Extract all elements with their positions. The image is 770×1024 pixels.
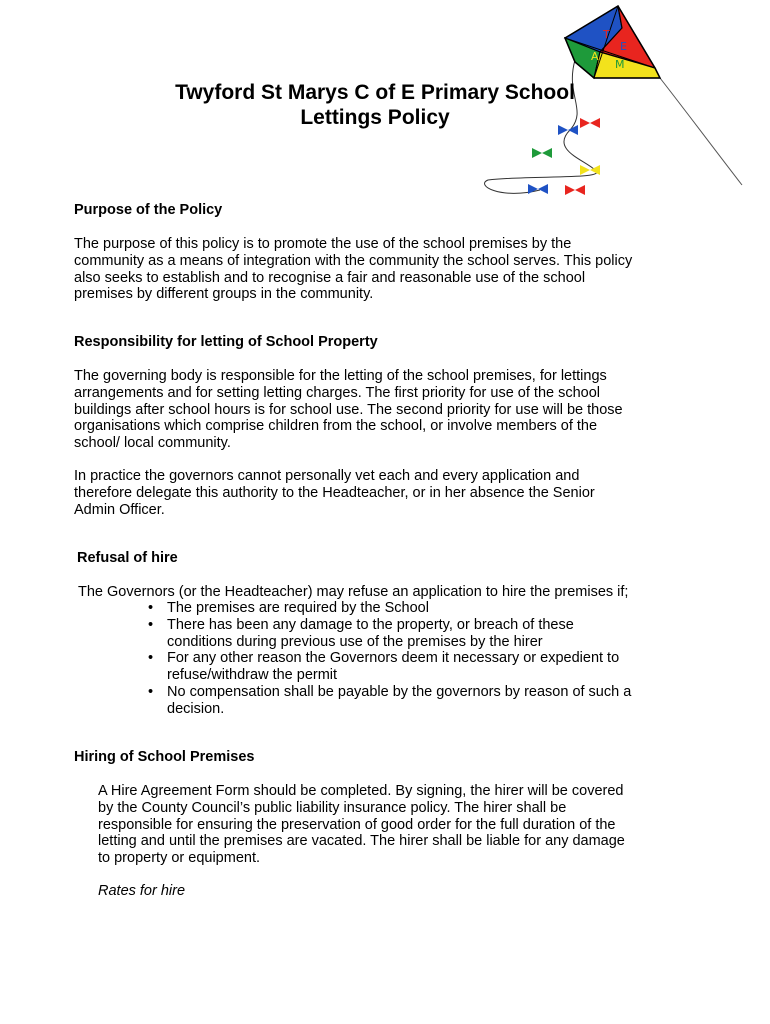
- text-line: organisations which comprise children from the school, or involve members of the: [74, 418, 598, 435]
- text-line: to property or equipment.: [98, 850, 261, 867]
- list-item-text: • For any other reason the Governors deem it necessary or expedient to: [167, 650, 620, 667]
- paragraph-purpose: [74, 236, 632, 303]
- text-line: The purpose of this policy is to promote the use of the school premises by the: [74, 236, 572, 252]
- heading-hiring: Hiring of School Premises: [74, 749, 255, 765]
- paragraph-hiring: [98, 783, 625, 867]
- text-line: also seeks to establish and to recognise a fair and reasonable use of the school: [74, 269, 586, 286]
- text-line: The Governors (or the Headteacher) may refuse an application to hire the premises if;: [78, 584, 629, 600]
- list-item-text: conditions during previous use of the premises by the hirer: [167, 633, 543, 650]
- kite-letter-m: M: [615, 58, 625, 71]
- list-item-text: • No compensation shall be payable by the governors by reason of such a: [167, 683, 632, 700]
- text-line: A Hire Agreement Form should be completed. By signing, the hirer will be covered: [98, 783, 624, 799]
- kite-letter-t: T: [603, 28, 610, 41]
- list-item-text: • There has been any damage to the property, or breach of these: [167, 616, 574, 633]
- paragraph-refusal-intro: [78, 584, 628, 601]
- bow-red-2: [565, 185, 585, 195]
- text-line: therefore delegate this authority to the Headteacher, or in her absence the Senior: [74, 484, 595, 501]
- heading-refusal: Refusal of hire: [77, 550, 178, 566]
- text-line: school/ local community.: [74, 435, 231, 452]
- text-line: In practice the governors cannot personally vet each and every application and: [74, 468, 580, 484]
- kite-letter-a: A: [591, 50, 599, 63]
- refusal-bullet-list: [148, 600, 631, 718]
- text-line: The governing body is responsible for the letting of the school premises, for lettings: [74, 368, 607, 384]
- rates-for-hire-label: Rates for hire: [98, 883, 186, 899]
- document-title: Twyford St Marys C of E Primary School: [175, 81, 575, 104]
- list-item: [148, 684, 631, 718]
- text-line: community as a means of integration with the community the school serves. This policy: [74, 252, 633, 269]
- bow-green: [532, 148, 552, 158]
- text-line: buildings after school hours is for school use. The second priority for use will be those: [74, 401, 623, 418]
- kite-letter-e: E: [620, 40, 627, 53]
- text-line: arrangements and for setting letting charges. The first priority for use of the school: [74, 384, 601, 401]
- text-line: by the County Council’s public liability insurance policy. The hirer shall be: [98, 799, 567, 816]
- text-line: responsible for ensuring the preservation of good order for the full duration of the: [98, 816, 616, 833]
- list-item-text: • The premises are required by the School: [167, 600, 429, 616]
- paragraph-responsibility-1: [74, 368, 623, 452]
- document-subtitle: Lettings Policy: [300, 106, 450, 129]
- bow-blue-2: [528, 184, 548, 194]
- list-item-text: refuse/withdraw the permit: [167, 667, 338, 684]
- paragraph-responsibility-2: [74, 468, 595, 518]
- text-line: Admin Officer.: [74, 501, 165, 518]
- list-item: [148, 600, 631, 617]
- text-line: premises by different groups in the community.: [74, 286, 374, 303]
- list-item: [148, 617, 631, 651]
- list-item-text: decision.: [167, 700, 225, 717]
- list-item: [148, 650, 631, 684]
- text-line: letting and until the premises are vacated. The hirer shall be liable for any damage: [98, 833, 625, 850]
- heading-purpose: Purpose of the Policy: [74, 202, 223, 218]
- heading-responsibility: Responsibility for letting of School Property: [74, 334, 378, 350]
